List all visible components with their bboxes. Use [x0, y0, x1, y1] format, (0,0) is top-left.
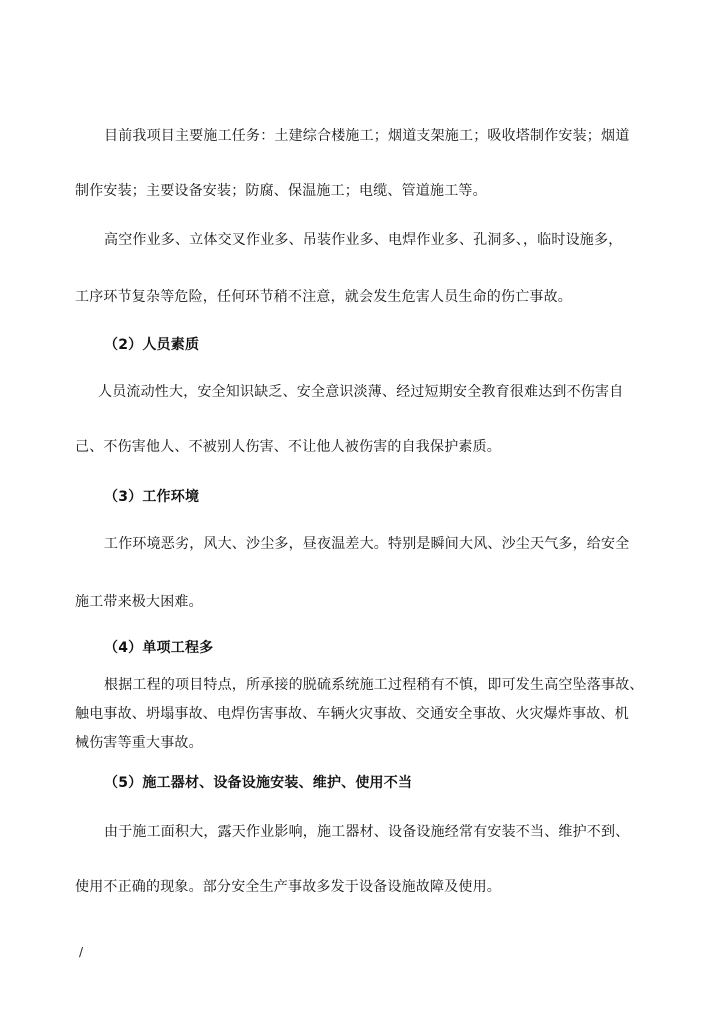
paragraph-line: 制作安装；主要设备安装；防腐、保温施工；电缆、管道施工等。 [75, 183, 487, 199]
section-heading: （3）工作环境 [104, 489, 200, 505]
paragraph-line: 工序环节复杂等危险，任何环节稍不注意，就会发生危害人员生命的伤亡事故。 [75, 289, 572, 305]
paragraph-line: 己、不伤害他人、不被别人伤害、不让他人被伤害的自我保护素质。 [75, 439, 501, 455]
paragraph-line: 高空作业多、立体交叉作业多、吊装作业多、电焊作业多、孔洞多、，临时设施多， [104, 232, 623, 248]
paragraph-line: 施工带来极大困难。 [75, 594, 203, 610]
paragraph-line: 目前我项目主要施工任务：土建综合楼施工；烟道支架施工；吸收塔制作安装；烟道 [104, 128, 630, 144]
paragraph-line: 械伤害等重大事故。 [75, 735, 203, 751]
paragraph-line: 触电事故、坍塌事故、电焊伤害事故、车辆火灾事故、交通安全事故、火灾爆炸事故、机 [75, 706, 629, 722]
paragraph-line: 根据工程的项目特点，所承接的脱硫系统施工过程稍有不慎，即可发生高空坠落事故、 [104, 677, 644, 693]
section-heading: （5）施工器材、设备设施安装、维护、使用不当 [104, 775, 413, 791]
paragraph-line: 使用不正确的现象。部分安全生产事故多发于设备设施故障及使用。 [75, 879, 501, 895]
section-heading: （2）人员素质 [104, 337, 200, 353]
page-footer-mark: / [79, 945, 84, 959]
paragraph-line: 人员流动性大，安全知识缺乏、安全意识淡薄、经过短期安全教育很难达到不伤害自 [98, 384, 624, 400]
section-heading: （4）单项工程多 [104, 640, 214, 656]
paragraph-line: 由于施工面积大，露天作业影响，施工器材、设备设施经常有安装不当、维护不到、 [104, 824, 630, 840]
paragraph-line: 工作环境恶劣，风大、沙尘多，昼夜温差大。特别是瞬间大风、沙尘天气多，给安全 [104, 536, 630, 552]
